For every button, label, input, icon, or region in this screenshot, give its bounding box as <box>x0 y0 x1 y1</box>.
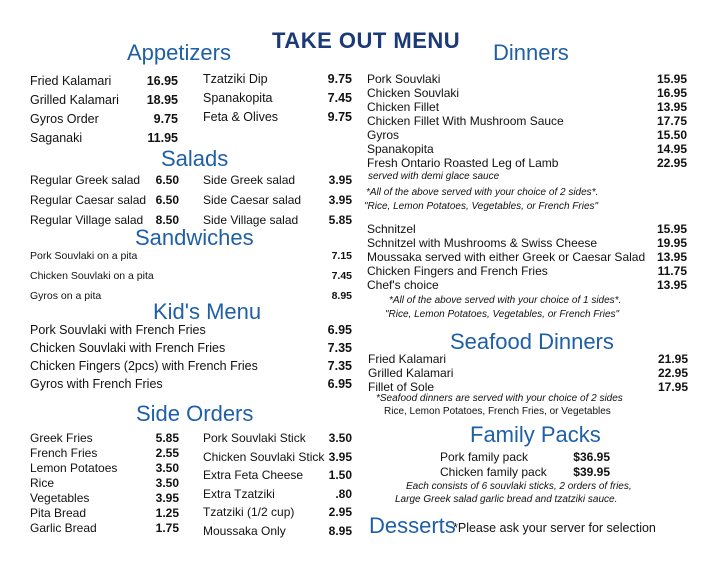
item-price: 7.15 <box>331 250 352 262</box>
item-price: 22.95 <box>657 366 688 380</box>
item-name: Tzatziki (1/2 cup) <box>203 505 295 519</box>
family-note-line2: Large Greek salad garlic bread and tzatziki sauce. <box>395 494 618 505</box>
item-name: Fried Kalamari <box>30 74 112 88</box>
seafood-note-line2: Rice, Lemon Potatoes, French Fries, or Vegetables <box>384 406 611 417</box>
item-price: 7.35 <box>327 341 352 355</box>
lamb-note: served with demi glace sauce <box>368 171 500 182</box>
item-name: Vegetables <box>30 491 90 505</box>
item-price: 6.95 <box>327 377 352 391</box>
item-price: 17.75 <box>656 114 687 128</box>
item-name: Grilled Kalamari <box>30 93 119 107</box>
seafood-note-line1: *Seafood dinners are served with your choice of 2 sides <box>376 393 623 404</box>
item-price: $39.95 <box>573 465 610 479</box>
item-price: 19.95 <box>656 236 687 250</box>
item-name: Chicken Souvlaki Stick <box>203 449 325 464</box>
item-price: 8.95 <box>328 523 352 538</box>
item-name: Moussaka served with either Greek or Caesar Salad <box>367 250 646 264</box>
item-price: 21.95 <box>657 352 688 366</box>
item-price: 5.85 <box>328 213 352 227</box>
item-name: Extra Tzatziki <box>203 486 275 501</box>
dinners-heading: Dinners <box>493 40 569 65</box>
item-name: Pork Souvlaki Stick <box>203 431 306 445</box>
item-price: 6.50 <box>155 193 179 207</box>
item-name: Chicken Souvlaki <box>367 86 460 100</box>
item-price: 14.95 <box>656 142 687 156</box>
item-name: Pita Bread <box>30 506 87 520</box>
item-name: Chef's choice <box>367 278 439 292</box>
item-price: 15.95 <box>656 72 687 86</box>
item-price: 16.95 <box>146 74 178 88</box>
item-price: 18.95 <box>146 93 178 107</box>
item-name: Fillet of Sole <box>368 380 435 394</box>
item-name: French Fries <box>30 446 98 460</box>
item-price: 17.95 <box>657 380 688 394</box>
page-title: TAKE OUT MENU <box>272 28 461 53</box>
item-price: 7.35 <box>327 359 352 373</box>
item-price: .80 <box>335 486 352 501</box>
item-price: 3.50 <box>328 431 352 445</box>
item-price: 13.95 <box>656 278 687 292</box>
item-price: 3.95 <box>328 449 352 464</box>
item-price: 3.50 <box>155 476 179 490</box>
item-name: Chicken Fingers (2pcs) with French Fries <box>30 359 258 373</box>
item-name: Spanakopita <box>367 142 434 156</box>
item-price: 2.95 <box>328 505 352 519</box>
item-price: 6.50 <box>155 173 179 187</box>
item-name: Gyros Order <box>30 112 99 126</box>
item-name: Schnitzel with Mushrooms & Swiss Cheese <box>367 236 598 250</box>
item-price: $36.95 <box>573 450 610 464</box>
item-name: Regular Village salad <box>30 213 144 227</box>
item-name: Extra Feta Cheese <box>203 468 304 482</box>
item-name: Side Village salad <box>203 213 299 227</box>
item-name: Tzatziki Dip <box>203 72 268 86</box>
item-name: Schnitzel <box>367 222 416 236</box>
item-price: 1.50 <box>328 468 352 482</box>
item-name: Chicken Souvlaki with French Fries <box>30 341 226 355</box>
item-name: Rice <box>30 476 55 490</box>
item-name: Gyros with French Fries <box>30 377 163 391</box>
item-price: 15.95 <box>656 222 687 236</box>
item-name: Pork family pack <box>440 450 529 464</box>
desserts-heading: Desserts <box>369 513 456 538</box>
item-price: 7.45 <box>327 91 352 105</box>
item-name: Side Greek salad <box>203 173 296 187</box>
kids-menu-heading: Kid's Menu <box>153 299 262 324</box>
item-name: Chicken Fillet <box>367 100 440 114</box>
item-name: Moussaka Only <box>203 523 286 538</box>
item-name: Gyros on a pita <box>30 290 102 302</box>
salads-heading: Salads <box>161 146 229 171</box>
dinners-note1-line1: *All of the above served with your choice of 2 sides*. <box>366 187 599 198</box>
item-price: 9.75 <box>153 112 178 126</box>
item-price: 3.95 <box>328 173 352 187</box>
item-name: Spanakopita <box>203 91 273 105</box>
item-price: 8.50 <box>155 213 179 227</box>
item-name: Gyros <box>367 128 400 142</box>
family-packs-heading: Family Packs <box>470 422 601 447</box>
item-price: 3.95 <box>155 491 179 505</box>
item-price: 1.75 <box>155 521 179 535</box>
item-name: Feta & Olives <box>203 110 279 124</box>
item-name: Chicken family pack <box>440 465 547 479</box>
item-price: 22.95 <box>656 156 687 170</box>
side-orders-heading: Side Orders <box>136 401 254 426</box>
item-price: 7.45 <box>331 270 352 282</box>
item-price: 1.25 <box>155 506 179 520</box>
item-name: Chicken Fillet With Mushroom Sauce <box>367 114 564 128</box>
item-price: 9.75 <box>327 110 352 124</box>
family-note-line1: Each consists of 6 souvlaki sticks, 2 orders of fries, <box>406 481 632 492</box>
item-name: Saganaki <box>30 131 83 145</box>
item-name: Pork Souvlaki with French Fries <box>30 323 206 337</box>
item-name: Fresh Ontario Roasted Leg of Lamb <box>367 156 559 170</box>
seafood-heading: Seafood Dinners <box>450 329 614 354</box>
item-price: 11.95 <box>147 131 178 145</box>
sandwiches-heading: Sandwiches <box>135 225 254 250</box>
item-name: Garlic Bread <box>30 521 97 535</box>
item-name: Greek Fries <box>30 431 93 445</box>
item-price: 3.50 <box>155 461 179 475</box>
item-name: Pork Souvlaki on a pita <box>30 250 138 262</box>
item-name: Pork Souvlaki <box>367 72 441 86</box>
item-name: Lemon Potatoes <box>30 461 118 475</box>
item-price: 3.95 <box>328 193 352 207</box>
item-name: Grilled Kalamari <box>368 366 454 380</box>
item-name: Fried Kalamari <box>368 352 447 366</box>
item-price: 16.95 <box>656 86 687 100</box>
dinners-note2-line1: *All of the above served with your choice of 1 sides*. <box>389 295 622 306</box>
item-price: 6.95 <box>327 323 352 337</box>
appetizers-heading: Appetizers <box>127 40 231 65</box>
item-name: Regular Greek salad <box>30 173 141 187</box>
dinners-note2-line2: "Rice, Lemon Potatoes, Vegetables, or French Fries" <box>385 309 620 320</box>
item-price: 15.50 <box>656 128 687 142</box>
dinners-note1-line2: "Rice, Lemon Potatoes, Vegetables, or French Fries" <box>364 201 599 212</box>
item-price: 8.95 <box>331 290 352 302</box>
item-price: 5.85 <box>155 431 179 445</box>
item-price: 13.95 <box>656 250 687 264</box>
item-name: Chicken Souvlaki on a pita <box>30 270 154 282</box>
item-price: 11.75 <box>657 264 687 278</box>
item-price: 2.55 <box>155 446 179 460</box>
item-price: 9.75 <box>327 72 352 86</box>
item-price: 13.95 <box>656 100 687 114</box>
item-name: Side Caesar salad <box>203 193 302 207</box>
item-name: Regular Caesar salad <box>30 193 147 207</box>
desserts-note: *Please ask your server for selection <box>453 521 656 535</box>
item-name: Chicken Fingers and French Fries <box>367 264 548 278</box>
